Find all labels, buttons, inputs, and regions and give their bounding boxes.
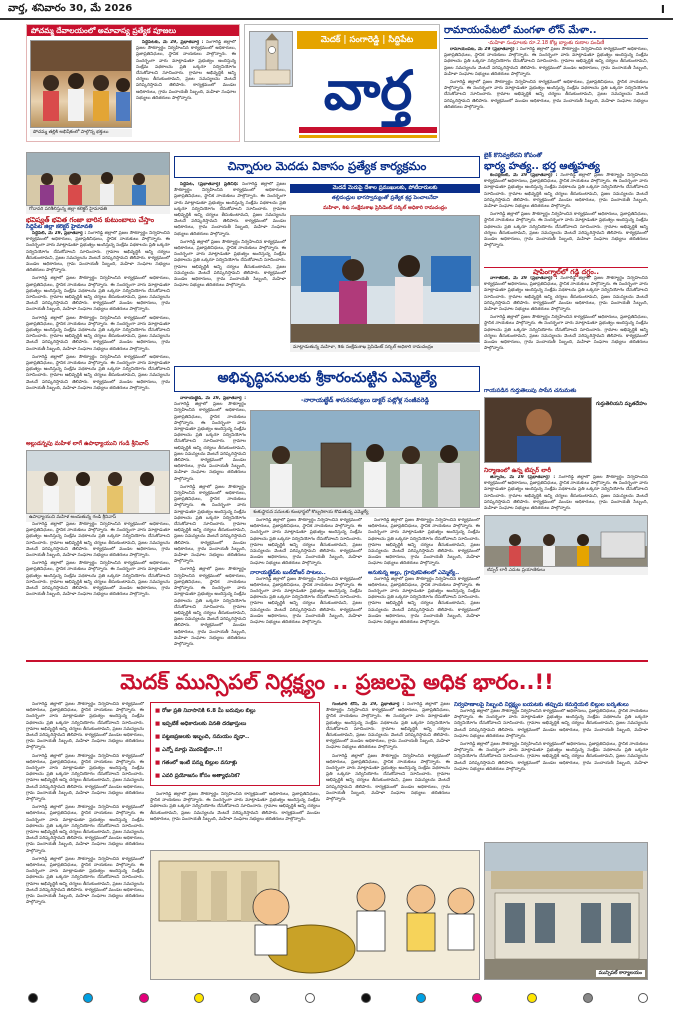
mahila-photo <box>26 450 170 514</box>
lead-bullet: ■ ఎన్నో మార్లు మొరపెట్టినా..!! <box>155 747 223 753</box>
wife-headline-2: షాపింగ్మాల్‌లో గడ్డి దగ్ధం.. <box>484 267 648 276</box>
ramayampet-subheadline: -మహిళా సంఘాలకు రూ.2.18 కోట్ల బ్యాంకు రుణాల పంపిణీ <box>487 40 605 46</box>
collector-illustration <box>27 153 170 206</box>
page-header <box>0 0 673 20</box>
children-headline: చిన్నారుల మెదడు వికాసం ప్రత్యేక కార్యక్రమం <box>174 156 480 178</box>
registration-dot <box>583 993 593 1003</box>
ganja-body: సంగారెడ్డి జిల్లాలో ప్రజల సౌకర్యార్థం నిర్వహించిన కార్యక్రమంలో అధికారులు, ప్రజాప్రతినిధులు, స్థానిక నాయకులు పాల్గొన్నారు. ఈ సందర్భంగా వారు మాట్లాడుతూ ప్రభుత్వం అందిస్తున్న సంక్షేమ పథకాలను ప్రతి ఒక్కరూ సద్వినియోగం చేసుకోవాలని సూచించారు. గ్రామాల అభివృద్ధికి అన్ని చర్యలు తీసుకుంటామని, ప్రజల సమస్యలను వెంటనే పరిష్కరిస్తామని తెలిపారు. కార్యక్రమంలో మండల అధికారులు, గ్రామ పంచాయతీ సిబ్బంది, మహిళా సంఘాల సభ్యులు తదితరులు పాల్గొన్నారు. <box>26 231 170 274</box>
children-banner-3: మహిళా, శిశు సంక్షేమశాఖ ప్రెసిడెంట్ సర్కిల్ అధికారి రామచంద్రం <box>323 205 447 211</box>
ganja-dateline: సిద్దిపేట్, మే 29, ప్రభాతవార్త : <box>32 231 87 236</box>
ramayampet-body-2: సంగారెడ్డి జిల్లాలో ప్రజల సౌకర్యార్థం నిర్వహించిన కార్యక్రమంలో అధికారులు, ప్రజాప్రతినిధులు, స్థానిక నాయకులు పాల్గొన్నారు. ఈ సందర్భంగా వారు మాట్లాడుతూ ప్రభుత్వం అందిస్తున్న సంక్షేమ పథకాలను ప్రతి ఒక్కరూ సద్వినియోగం చేసుకోవాలని సూచించారు. గ్రామాల అభివృద్ధికి అన్ని చర్యలు తీసుకుంటామని, ప్రజల సమస్యలను వెంటనే పరిష్కరిస్తామని తెలిపారు. కార్యక్రమంలో మండల అధికారులు, గ్రామ పంచాయతీ సిబ్బంది, మహిళా సంఘాల సభ్యులు తదితరులు పాల్గొన్నారు. <box>444 80 648 110</box>
lead-bullet: ■ ఇప్పటికే అధికారులకు వినతి దరఖాస్తులు <box>155 721 247 727</box>
wife-dateline-2: నాగాజీపేట్, మే 29 (ప్రభాతవార్త) : <box>490 276 558 281</box>
wife-body: సంగారెడ్డి జిల్లాలో ప్రజల సౌకర్యార్థం నిర్వహించిన కార్యక్రమంలో అధికారులు, ప్రజాప్రతినిధులు, స్థానిక నాయకులు పాల్గొన్నారు. ఈ సందర్భంగా వారు మాట్లాడుతూ ప్రభుత్వం అందిస్తున్న సంక్షేమ పథకాలను ప్రతి ఒక్కరూ సద్వినియోగం చేసుకోవాలని సూచించారు. గ్రామాల అభివృద్ధికి అన్ని చర్యలు తీసుకుంటామని, ప్రజల సమస్యలను వెంటనే పరిష్కరిస్తామని తెలిపారు. కార్యక్రమంలో మండల అధికారులు, గ్రామ పంచాయతీ సిబ్బంది, మహిళా సంఘాల సభ్యులు తదితరులు పాల్గొన్నారు. <box>484 173 648 210</box>
lead-body-9: సంగారెడ్డి జిల్లాలో ప్రజల సౌకర్యార్థం నిర్వహించిన కార్యక్రమంలో అధికారులు, ప్రజాప్రతినిధులు, స్థానిక నాయకులు పాల్గొన్నారు. ఈ సందర్భంగా వారు మాట్లాడుతూ ప్రభుత్వం అందిస్తున్న సంక్షేమ పథకాలను ప్రతి ఒక్కరూ సద్వినియోగం చేసుకోవాలని సూచించారు. గ్రామాల అభివృద్ధికి అన్ని చర్యలు తీసుకుంటామని, ప్రజల సమస్యలను వెంటనే పరిష్కరిస్తామని తెలిపారు. కార్యక్రమంలో మండల అధికారులు, గ్రామ పంచాయతీ సిబ్బంది, మహిళా సంఘాల సభ్యులు తదితరులు పాల్గొన్నారు. <box>150 792 320 822</box>
mahila-body-2: సంగారెడ్డి జిల్లాలో ప్రజల సౌకర్యార్థం నిర్వహించిన కార్యక్రమంలో అధికారులు, ప్రజాప్రతినిధులు, స్థానిక నాయకులు పాల్గొన్నారు. ఈ సందర్భంగా వారు మాట్లాడుతూ ప్రభుత్వం అందిస్తున్న సంక్షేమ పథకాలను ప్రతి ఒక్కరూ సద్వినియోగం చేసుకోవాలని సూచించారు. గ్రామాల అభివృద్ధికి అన్ని చర్యలు తీసుకుంటామని, ప్రజల సమస్యలను వెంటనే పరిష్కరిస్తామని తెలిపారు. కార్యక్రమంలో మండల అధికారులు, గ్రామ పంచాయతీ సిబ్బంది, మహిళా సంఘాల సభ్యులు తదితరులు పాల్గొన్నారు. <box>26 561 170 598</box>
building-illustration <box>485 843 648 980</box>
ganja-subheadline: సిద్దిపేట జిల్లా కలెక్టర్ హైమావతి <box>26 224 93 230</box>
ramayampet-body: సంగారెడ్డి జిల్లాలో ప్రజల సౌకర్యార్థం నిర్వహించిన కార్యక్రమంలో అధికారులు, ప్రజాప్రతినిధులు, స్థానిక నాయకులు పాల్గొన్నారు. ఈ సందర్భంగా వారు మాట్లాడుతూ ప్రభుత్వం అందిస్తున్న సంక్షేమ పథకాలను ప్రతి ఒక్కరూ సద్వినియోగం చేసుకోవాలని సూచించారు. గ్రామాల అభివృద్ధికి అన్ని చర్యలు తీసుకుంటామని, ప్రజల సమస్యలను వెంటనే పరిష్కరిస్తామని తెలిపారు. కార్యక్రమంలో మండల అధికారులు, గ్రామ పంచాయతీ సిబ్బంది, మహిళా సంఘాల సభ్యులు తదితరులు పాల్గొన్నారు. <box>444 47 648 77</box>
mla-body-7: సంగారెడ్డి జిల్లాలో ప్రజల సౌకర్యార్థం నిర్వహించిన కార్యక్రమంలో అధికారులు, ప్రజాప్రతినిధులు, స్థానిక నాయకులు పాల్గొన్నారు. ఈ సందర్భంగా వారు మాట్లాడుతూ ప్రభుత్వం అందిస్తున్న సంక్షేమ పథకాలను ప్రతి ఒక్కరూ సద్వినియోగం చేసుకోవాలని సూచించారు. గ్రామాల అభివృద్ధికి అన్ని చర్యలు తీసుకుంటామని, ప్రజల సమస్యలను వెంటనే పరిష్కరిస్తామని తెలిపారు. కార్యక్రమంలో మండల అధికారులు, గ్రామ పంచాయతీ సిబ్బంది, మహిళా సంఘాల సభ్యులు తదితరులు పాల్గొన్నారు. <box>368 576 480 626</box>
temple-caption: పోచమ్మ తల్లికి అభిషేకంలో పాల్గొన్న భక్తులు <box>30 129 132 137</box>
lead-body-7: సంగారెడ్డి జిల్లాలో ప్రజల సౌకర్యార్థం నిర్వహించిన కార్యక్రమంలో అధికారులు, ప్రజాప్రతినిధులు, స్థానిక నాయకులు పాల్గొన్నారు. ఈ సందర్భంగా వారు మాట్లాడుతూ ప్రభుత్వం అందిస్తున్న సంక్షేమ పథకాలను ప్రతి ఒక్కరూ సద్వినియోగం చేసుకోవాలని సూచించారు. గ్రామాల అభివృద్ధికి అన్ని చర్యలు తీసుకుంటామని, ప్రజల సమస్యలను వెంటనే పరిష్కరిస్తామని తెలిపారు. కార్యక్రమంలో మండల అధికారులు, గ్రామ పంచాయతీ సిబ్బంది, మహిళా సంఘాల సభ్యులు తదితరులు పాల్గొన్నారు. <box>454 709 648 739</box>
registration-dot <box>305 993 315 1003</box>
crowd-illustration <box>31 41 132 128</box>
mla-caption: శంకుస్థాపన పనులకు కుంభాస్థలో కొబ్బరికాయ కొడుతున్న ఎమ్మెల్యే <box>250 509 480 517</box>
ganja-body-2: సంగారెడ్డి జిల్లాలో ప్రజల సౌకర్యార్థం నిర్వహించిన కార్యక్రమంలో అధికారులు, ప్రజాప్రతినిధులు, స్థానిక నాయకులు పాల్గొన్నారు. ఈ సందర్భంగా వారు మాట్లాడుతూ ప్రభుత్వం అందిస్తున్న సంక్షేమ పథకాలను ప్రతి ఒక్కరూ సద్వినియోగం చేసుకోవాలని సూచించారు. గ్రామాల అభివృద్ధికి అన్ని చర్యలు తీసుకుంటామని, ప్రజల సమస్యలను వెంటనే పరిష్కరిస్తామని తెలిపారు. కార్యక్రమంలో మండల అధికారులు, గ్రామ పంచాయతీ సిబ్బంది, మహిళా సంఘాల సభ్యులు తదితరులు పాల్గొన్నారు. <box>26 276 170 313</box>
region-band: మెదక్ | సంగారెడ్డి | సిద్దిపేట <box>297 31 437 49</box>
mla-body-4: సంగారెడ్డి జిల్లాలో ప్రజల సౌకర్యార్థం నిర్వహించిన కార్యక్రమంలో అధికారులు, ప్రజాప్రతినిధులు, స్థానిక నాయకులు పాల్గొన్నారు. ఈ సందర్భంగా వారు మాట్లాడుతూ ప్రభుత్వం అందిస్తున్న సంక్షేమ పథకాలను ప్రతి ఒక్కరూ సద్వినియోగం చేసుకోవాలని సూచించారు. గ్రామాల అభివృద్ధికి అన్ని చర్యలు తీసుకుంటామని, ప్రజల సమస్యలను వెంటనే పరిష్కరిస్తామని తెలిపారు. కార్యక్రమంలో మండల అధికారులు, గ్రామ పంచాయతీ సిబ్బంది, మహిళా సంఘాల సభ్యులు తదితరులు పాల్గొన్నారు. <box>250 518 362 567</box>
registration-dot <box>361 993 371 1003</box>
mla-headline: అభివృద్ధిపనులకు శ్రీకారంచుట్టిన ఎమ్మెల్యే <box>174 366 480 392</box>
registration-dot <box>194 993 204 1003</box>
children-caption: మాట్లాడుతున్న మహిళా, శిశు సంక్షేమశాఖ ప్రెసిడెంట్ సర్కిల్ అధికారి రామచంద్రం <box>290 344 480 352</box>
lead-dateline: గుంటూర్ టౌన్, మే 29, ప్రభాతవార్త : <box>332 702 405 707</box>
story-temple <box>26 24 240 142</box>
lead-body-8: సంగారెడ్డి జిల్లాలో ప్రజల సౌకర్యార్థం నిర్వహించిన కార్యక్రమంలో అధికారులు, ప్రజాప్రతినిధులు, స్థానిక నాయకులు పాల్గొన్నారు. ఈ సందర్భంగా వారు మాట్లాడుతూ ప్రభుత్వం అందిస్తున్న సంక్షేమ పథకాలను ప్రతి ఒక్కరూ సద్వినియోగం చేసుకోవాలని సూచించారు. గ్రామాల అభివృద్ధికి అన్ని చర్యలు తీసుకుంటామని, ప్రజల సమస్యలను వెంటనే పరిష్కరిస్తామని తెలిపారు. కార్యక్రమంలో మండల అధికారులు, గ్రామ పంచాయతీ సిబ్బంది, మహిళా సంఘాల సభ్యులు తదితరులు పాల్గొన్నారు. <box>454 742 648 772</box>
temple-photo <box>30 40 132 128</box>
children-body-2: సంగారెడ్డి జిల్లాలో ప్రజల సౌకర్యార్థం నిర్వహించిన కార్యక్రమంలో అధికారులు, ప్రజాప్రతినిధులు, స్థానిక నాయకులు పాల్గొన్నారు. ఈ సందర్భంగా వారు మాట్లాడుతూ ప్రభుత్వం అందిస్తున్న సంక్షేమ పథకాలను ప్రతి ఒక్కరూ సద్వినియోగం చేసుకోవాలని సూచించారు. గ్రామాల అభివృద్ధికి అన్ని చర్యలు తీసుకుంటామని, ప్రజల సమస్యలను వెంటనే పరిష్కరిస్తామని తెలిపారు. కార్యక్రమంలో మండల అధికారులు, గ్రామ పంచాయతీ సిబ్బంది, మహిళా సంఘాల సభ్యులు తదితరులు పాల్గొన్నారు. <box>174 239 286 289</box>
lead-bullets <box>150 702 320 786</box>
ganja-headline: భవిష్యత్ భవిత గంజా బారిన కుటుంబాలు చేస్తాం <box>26 216 155 224</box>
story-ganja <box>26 152 170 652</box>
children-dateline: సిద్దిపేట, (ప్రభాతవార్త) ప్రతినిధి: <box>180 182 239 187</box>
registration-dot <box>527 993 537 1003</box>
lorry-dateline: జిన్నారం, మే 29 (ప్రభాతవార్త) : <box>490 475 556 480</box>
wife-body-2: సంగారెడ్డి జిల్లాలో ప్రజల సౌకర్యార్థం నిర్వహించిన కార్యక్రమంలో అధికారులు, ప్రజాప్రతినిధులు, స్థానిక నాయకులు పాల్గొన్నారు. ఈ సందర్భంగా వారు మాట్లాడుతూ ప్రభుత్వం అందిస్తున్న సంక్షేమ పథకాలను ప్రతి ఒక్కరూ సద్వినియోగం చేసుకోవాలని సూచించారు. గ్రామాల అభివృద్ధికి అన్ని చర్యలు తీసుకుంటామని, ప్రజల సమస్యలను వెంటనే పరిష్కరిస్తామని తెలిపారు. కార్యక్రమంలో మండల అధికారులు, గ్రామ పంచాయతీ సిబ్బంది, మహిళా సంఘాల సభ్యులు తదితరులు పాల్గొన్నారు. <box>484 212 648 249</box>
mla-body-3: సంగారెడ్డి జిల్లాలో ప్రజల సౌకర్యార్థం నిర్వహించిన కార్యక్రమంలో అధికారులు, ప్రజాప్రతినిధులు, స్థానిక నాయకులు పాల్గొన్నారు. ఈ సందర్భంగా వారు మాట్లాడుతూ ప్రభుత్వం అందిస్తున్న సంక్షేమ పథకాలను ప్రతి ఒక్కరూ సద్వినియోగం చేసుకోవాలని సూచించారు. గ్రామాల అభివృద్ధికి అన్ని చర్యలు తీసుకుంటామని, ప్రజల సమస్యలను వెంటనే పరిష్కరిస్తామని తెలిపారు. కార్యక్రమంలో మండల అధికారులు, గ్రామ పంచాయతీ సిబ్బంది, మహిళా సంఘాల సభ్యులు తదితరులు పాల్గొన్నారు. <box>174 567 246 647</box>
lead-bullet: ■ ఎవరి ప్రయోజనం కోసం అత్యాధునిక? <box>155 773 241 779</box>
masthead <box>244 24 440 142</box>
cartoon-illustration <box>151 851 480 980</box>
children-body: సంగారెడ్డి జిల్లాలో ప్రజల సౌకర్యార్థం నిర్వహించిన కార్యక్రమంలో అధికారులు, ప్రజాప్రతినిధులు, స్థానిక నాయకులు పాల్గొన్నారు. ఈ సందర్భంగా వారు మాట్లాడుతూ ప్రభుత్వం అందిస్తున్న సంక్షేమ పథకాలను ప్రతి ఒక్కరూ సద్వినియోగం చేసుకోవాలని సూచించారు. గ్రామాల అభివృద్ధికి అన్ని చర్యలు తీసుకుంటామని, ప్రజల సమస్యలను వెంటనే పరిష్కరిస్తామని తెలిపారు. కార్యక్రమంలో మండల అధికారులు, గ్రామ పంచాయతీ సిబ్బంది, మహిళా సంఘాల సభ్యులు తదితరులు పాల్గొన్నారు. <box>174 182 286 237</box>
municipal-office-photo <box>484 842 648 980</box>
registration-dot <box>250 993 260 1003</box>
mla-body: సంగారెడ్డి జిల్లాలో ప్రజల సౌకర్యార్థం నిర్వహించిన కార్యక్రమంలో అధికారులు, ప్రజాప్రతినిధులు, స్థానిక నాయకులు పాల్గొన్నారు. ఈ సందర్భంగా వారు మాట్లాడుతూ ప్రభుత్వం అందిస్తున్న సంక్షేమ పథకాలను ప్రతి ఒక్కరూ సద్వినియోగం చేసుకోవాలని సూచించారు. గ్రామాల అభివృద్ధికి అన్ని చర్యలు తీసుకుంటామని, ప్రజల సమస్యలను వెంటనే పరిష్కరిస్తామని తెలిపారు. కార్యక్రమంలో మండల అధికారులు, గ్రామ పంచాయతీ సిబ్బంది, మహిళా సంఘాల సభ్యులు తదితరులు పాల్గొన్నారు. <box>174 402 246 482</box>
registration-dot <box>28 993 38 1003</box>
mahila-caption: ఉపాధ్యాయుని మహిళ అందుతున్న గండి శ్రీనివాస్ <box>26 514 170 522</box>
mahila-illustration <box>27 451 170 514</box>
ramayampet-headline: రామాయంపేటలో మంగళా లోన్ మేళా.. <box>444 24 648 39</box>
person-illustration <box>485 398 592 463</box>
wife-dateline: కంచర్లకంట్, మే 29 (ప్రభాతవార్త) : <box>490 173 558 178</box>
registration-dot <box>83 993 93 1003</box>
clocktower-photo <box>249 31 293 87</box>
children-banner-1: మెదడే మెరుపై దేశాల ప్రముఖులకు, పోటీదారులకు <box>290 184 480 193</box>
temple-headline: పోచమ్మ దేవాలయంలో అమావాస్య ప్రత్యేక పూజలు <box>27 25 239 36</box>
registration-dot <box>638 993 648 1003</box>
story-ramayampet <box>444 24 648 142</box>
lead-body-4: సంగారెడ్డి జిల్లాలో ప్రజల సౌకర్యార్థం నిర్వహించిన కార్యక్రమంలో అధికారులు, ప్రజాప్రతినిధులు, స్థానిక నాయకులు పాల్గొన్నారు. ఈ సందర్భంగా వారు మాట్లాడుతూ ప్రభుత్వం అందిస్తున్న సంక్షేమ పథకాలను ప్రతి ఒక్కరూ సద్వినియోగం చేసుకోవాలని సూచించారు. గ్రామాల అభివృద్ధికి అన్ని చర్యలు తీసుకుంటామని, ప్రజల సమస్యలను వెంటనే పరిష్కరిస్తామని తెలిపారు. కార్యక్రమంలో మండల అధికారులు, గ్రామ పంచాయతీ సిబ్బంది, మహిళా సంఘాల సభ్యులు తదితరులు పాల్గొన్నారు. <box>26 856 144 906</box>
registration-dot <box>472 993 482 1003</box>
mla-body-2: సంగారెడ్డి జిల్లాలో ప్రజల సౌకర్యార్థం నిర్వహించిన కార్యక్రమంలో అధికారులు, ప్రజాప్రతినిధులు, స్థానిక నాయకులు పాల్గొన్నారు. ఈ సందర్భంగా వారు మాట్లాడుతూ ప్రభుత్వం అందిస్తున్న సంక్షేమ పథకాలను ప్రతి ఒక్కరూ సద్వినియోగం చేసుకోవాలని సూచించారు. గ్రామాల అభివృద్ధికి అన్ని చర్యలు తీసుకుంటామని, ప్రజల సమస్యలను వెంటనే పరిష్కరిస్తామని తెలిపారు. కార్యక్రమంలో మండల అధికారులు, గ్రామ పంచాయతీ సిబ్బంది, మహిళా సంఘాల సభ్యులు తదితరులు పాల్గొన్నారు. <box>174 484 246 565</box>
story-mla <box>174 396 480 652</box>
lead-bullet: ■ గతంలో ఇంటి పన్ను బిల్లుల వసూళ్లు <box>155 760 238 766</box>
temple-body: సంగారెడ్డి జిల్లాలో ప్రజల సౌకర్యార్థం నిర్వహించిన కార్యక్రమంలో అధికారులు, ప్రజాప్రతినిధులు, స్థానిక నాయకులు పాల్గొన్నారు. ఈ సందర్భంగా వారు మాట్లాడుతూ ప్రభుత్వం అందిస్తున్న సంక్షేమ పథకాలను ప్రతి ఒక్కరూ సద్వినియోగం చేసుకోవాలని సూచించారు. గ్రామాల అభివృద్ధికి అన్ని చర్యలు తీసుకుంటామని, ప్రజల సమస్యలను వెంటనే పరిష్కరిస్తామని తెలిపారు. కార్యక్రమంలో మండల అధికారులు, గ్రామ పంచాయతీ సిబ్బంది, మహిళా సంఘాల సభ్యులు తదితరులు పాల్గొన్నారు. <box>136 40 236 101</box>
wife-kicker: బైక్ కొనివ్వలేదని కోపంతో <box>484 152 542 159</box>
paper-date: వార్త, శనివారం 30, మే 2026 <box>8 3 133 14</box>
ganja-caption: గోదావరి పరిశీలిస్తున్న జిల్లా కలెక్టర్ హైమావతి <box>26 206 170 214</box>
deceased-photo <box>484 397 592 463</box>
lorry-body: సంగారెడ్డి జిల్లాలో ప్రజల సౌకర్యార్థం నిర్వహించిన కార్యక్రమంలో అధికారులు, ప్రజాప్రతినిధులు, స్థానిక నాయకులు పాల్గొన్నారు. ఈ సందర్భంగా వారు మాట్లాడుతూ ప్రభుత్వం అందిస్తున్న సంక్షేమ పథకాలను ప్రతి ఒక్కరూ సద్వినియోగం చేసుకోవాలని సూచించారు. గ్రామాల అభివృద్ధికి అన్ని చర్యలు తీసుకుంటామని, ప్రజల సమస్యలను వెంటనే పరిష్కరిస్తామని తెలిపారు. కార్యక్రమంలో మండల అధికారులు, గ్రామ పంచాయతీ సిబ్బంది, మహిళా సంఘాల సభ్యులు తదితరులు పాల్గొన్నారు. <box>484 475 648 512</box>
collector-photo <box>26 152 170 206</box>
registration-dot <box>416 993 426 1003</box>
story-wife <box>484 152 648 652</box>
deceased-caption: గుర్తుతెలియని మృతదేహం <box>596 401 647 407</box>
wife-headline: భార్య హత్య.. భర్త ఆత్మహత్య <box>484 161 600 172</box>
mla-body-5: సంగారెడ్డి జిల్లాలో ప్రజల సౌకర్యార్థం నిర్వహించిన కార్యక్రమంలో అధికారులు, ప్రజాప్రతినిధులు, స్థానిక నాయకులు పాల్గొన్నారు. ఈ సందర్భంగా వారు మాట్లాడుతూ ప్రభుత్వం అందిస్తున్న సంక్షేమ పథకాలను ప్రతి ఒక్కరూ సద్వినియోగం చేసుకోవాలని సూచించారు. గ్రామాల అభివృద్ధికి అన్ని చర్యలు తీసుకుంటామని, ప్రజల సమస్యలను వెంటనే పరిష్కరిస్తామని తెలిపారు. కార్యక్రమంలో మండల అధికారులు, గ్రామ పంచాయతీ సిబ్బంది, మహిళా సంఘాల సభ్యులు తదితరులు పాల్గొన్నారు. <box>250 576 362 626</box>
lead-body-5: సంగారెడ్డి జిల్లాలో ప్రజల సౌకర్యార్థం నిర్వహించిన కార్యక్రమంలో అధికారులు, ప్రజాప్రతినిధులు, స్థానిక నాయకులు పాల్గొన్నారు. ఈ సందర్భంగా వారు మాట్లాడుతూ ప్రభుత్వం అందిస్తున్న సంక్షేమ పథకాలను ప్రతి ఒక్కరూ సద్వినియోగం చేసుకోవాలని సూచించారు. గ్రామాల అభివృద్ధికి అన్ని చర్యలు తీసుకుంటామని, ప్రజల సమస్యలను వెంటనే పరిష్కరిస్తామని తెలిపారు. కార్యక్రమంలో మండల అధికారులు, గ్రామ పంచాయతీ సిబ్బంది, మహిళా సంఘాల సభ్యులు తదితరులు పాల్గొన్నారు. <box>326 702 450 751</box>
foundation-stone-illustration <box>251 411 480 508</box>
ganja-body-3: సంగారెడ్డి జిల్లాలో ప్రజల సౌకర్యార్థం నిర్వహించిన కార్యక్రమంలో అధికారులు, ప్రజాప్రతినిధులు, స్థానిక నాయకులు పాల్గొన్నారు. ఈ సందర్భంగా వారు మాట్లాడుతూ ప్రభుత్వం అందిస్తున్న సంక్షేమ పథకాలను ప్రతి ఒక్కరూ సద్వినియోగం చేసుకోవాలని సూచించారు. గ్రామాల అభివృద్ధికి అన్ని చర్యలు తీసుకుంటామని, ప్రజల సమస్యలను వెంటనే పరిష్కరిస్తామని తెలిపారు. కార్యక్రమంలో మండల అధికారులు, గ్రామ పంచాయతీ సిబ్బంది, మహిళా సంఘాల సభ్యులు తదితరులు పాల్గొన్నారు. <box>26 315 170 352</box>
children-banner-2: తల్లిదండ్రుల భాగస్వామ్యంతో ప్రత్యేక శ్రద్ధ పెంచాలనేదా <box>331 195 439 201</box>
lead-headline: మెదక్ మున్సిపల్ నిర్లక్ష్యం .. ప్రజలపై అధిక భారం..!! <box>120 670 554 694</box>
ganja-body-4: సంగారెడ్డి జిల్లాలో ప్రజల సౌకర్యార్థం నిర్వహించిన కార్యక్రమంలో అధికారులు, ప్రజాప్రతినిధులు, స్థానిక నాయకులు పాల్గొన్నారు. ఈ సందర్భంగా వారు మాట్లాడుతూ ప్రభుత్వం అందిస్తున్న సంక్షేమ పథకాలను ప్రతి ఒక్కరూ సద్వినియోగం చేసుకోవాలని సూచించారు. గ్రామాల అభివృద్ధికి అన్ని చర్యలు తీసుకుంటామని, ప్రజల సమస్యలను వెంటనే పరిష్కరిస్తామని తెలిపారు. కార్యక్రమంలో మండల అధికారులు, గ్రామ పంచాయతీ సిబ్బంది, మహిళా సంఘాల సభ్యులు తదితరులు పాల్గొన్నారు. <box>26 354 170 391</box>
cartoon-image <box>150 850 480 980</box>
lorry-photo <box>484 515 648 567</box>
mla-dateline: నారాయణ్ఖేడ్, మే 29, ప్రభాతవార్త : <box>180 396 246 401</box>
mla-subheadline: -నారాయణ్ఖేడ్ శాసనసభ్యులు డాక్టర్ పట్లోళ్ల సంజీవరెడ్డి <box>301 397 429 404</box>
temple-dateline: సిద్దిపేటకు, మే 29, ప్రభాతవార్త : <box>142 40 204 45</box>
lead-body-3: సంగారెడ్డి జిల్లాలో ప్రజల సౌకర్యార్థం నిర్వహించిన కార్యక్రమంలో అధికారులు, ప్రజాప్రతినిధులు, స్థానిక నాయకులు పాల్గొన్నారు. ఈ సందర్భంగా వారు మాట్లాడుతూ ప్రభుత్వం అందిస్తున్న సంక్షేమ పథకాలను ప్రతి ఒక్కరూ సద్వినియోగం చేసుకోవాలని సూచించారు. గ్రామాల అభివృద్ధికి అన్ని చర్యలు తీసుకుంటామని, ప్రజల సమస్యలను వెంటనే పరిష్కరిస్తామని తెలిపారు. కార్యక్రమంలో మండల అధికారులు, గ్రామ పంచాయతీ సిబ్బంది, మహిళా సంఘాల సభ్యులు తదితరులు పాల్గొన్నారు. <box>26 805 144 854</box>
masthead-logo: వార్త <box>323 58 413 122</box>
meeting-illustration <box>291 216 480 343</box>
mahila-headline: అల్లుడన్నపు మహిళ లాగే ఉపాధ్యాయుని గండి శ్రీనివాస్ <box>26 441 149 447</box>
lead-body-2: సంగారెడ్డి జిల్లాలో ప్రజల సౌకర్యార్థం నిర్వహించిన కార్యక్రమంలో అధికారులు, ప్రజాప్రతినిధులు, స్థానిక నాయకులు పాల్గొన్నారు. ఈ సందర్భంగా వారు మాట్లాడుతూ ప్రభుత్వం అందిస్తున్న సంక్షేమ పథకాలను ప్రతి ఒక్కరూ సద్వినియోగం చేసుకోవాలని సూచించారు. గ్రామాల అభివృద్ధికి అన్ని చర్యలు తీసుకుంటామని, ప్రజల సమస్యలను వెంటనే పరిష్కరిస్తామని తెలిపారు. కార్యక్రమంలో మండల అధికారులు, గ్రామ పంచాయతీ సిబ్బంది, మహిళా సంఘాల సభ్యులు తదితరులు పాల్గొన్నారు. <box>26 753 144 803</box>
mla-body-6: సంగారెడ్డి జిల్లాలో ప్రజల సౌకర్యార్థం నిర్వహించిన కార్యక్రమంలో అధికారులు, ప్రజాప్రతినిధులు, స్థానిక నాయకులు పాల్గొన్నారు. ఈ సందర్భంగా వారు మాట్లాడుతూ ప్రభుత్వం అందిస్తున్న సంక్షేమ పథకాలను ప్రతి ఒక్కరూ సద్వినియోగం చేసుకోవాలని సూచించారు. గ్రామాల అభివృద్ధికి అన్ని చర్యలు తీసుకుంటామని, ప్రజల సమస్యలను వెంటనే పరిష్కరిస్తామని తెలిపారు. కార్యక్రమంలో మండల అధికారులు, గ్రామ పంచాయతీ సిబ్బంది, మహిళా సంఘాల సభ్యులు తదితరులు పాల్గొన్నారు. <box>368 518 480 567</box>
lead-mid-headline: నిర్వహణాలపై సిబ్బంది నిర్లక్ష్యం బయటకు తప్పుడు కమర్షియల్ బిల్లుల బర్కతులు <box>454 702 629 708</box>
lead-story <box>26 702 648 986</box>
story-children <box>174 182 480 358</box>
ramayampet-dateline: రామాయంపేట, మే 29 (ప్రభాతవార్త) : <box>450 47 519 52</box>
children-photo <box>290 215 480 343</box>
mla-section-2: అనుకున్న అల్లు, గ్రూపుకవితలలో ఎమ్మెల్యే.. <box>368 569 460 576</box>
lorry-illustration <box>485 516 648 567</box>
lorry-headline: నిర్మాణంలో ఉన్న టిప్పర్ లారీ <box>484 467 552 474</box>
lead-body-6: సంగారెడ్డి జిల్లాలో ప్రజల సౌకర్యార్థం నిర్వహించిన కార్యక్రమంలో అధికారులు, ప్రజాప్రతినిధులు, స్థానిక నాయకులు పాల్గొన్నారు. ఈ సందర్భంగా వారు మాట్లాడుతూ ప్రభుత్వం అందిస్తున్న సంక్షేమ పథకాలను ప్రతి ఒక్కరూ సద్వినియోగం చేసుకోవాలని సూచించారు. గ్రామాల అభివృద్ధికి అన్ని చర్యలు తీసుకుంటామని, ప్రజల సమస్యలను వెంటనే పరిష్కరిస్తామని తెలిపారు. కార్యక్రమంలో మండల అధికారులు, గ్రామ పంచాయతీ సిబ్బంది, మహిళా సంఘాల సభ్యులు తదితరులు పాల్గొన్నారు. <box>326 753 450 803</box>
registration-dot <box>139 993 149 1003</box>
mla-section: నారాయణ్ఖేడ్‌కు బుల్‌డోజర్ పాటలు.. <box>250 569 326 576</box>
mahila-body: సంగారెడ్డి జిల్లాలో ప్రజల సౌకర్యార్థం నిర్వహించిన కార్యక్రమంలో అధికారులు, ప్రజాప్రతినిధులు, స్థానిక నాయకులు పాల్గొన్నారు. ఈ సందర్భంగా వారు మాట్లాడుతూ ప్రభుత్వం అందిస్తున్న సంక్షేమ పథకాలను ప్రతి ఒక్కరూ సద్వినియోగం చేసుకోవాలని సూచించారు. గ్రామాల అభివృద్ధికి అన్ని చర్యలు తీసుకుంటామని, ప్రజల సమస్యలను వెంటనే పరిష్కరిస్తామని తెలిపారు. కార్యక్రమంలో మండల అధికారులు, గ్రామ పంచాయతీ సిబ్బంది, మహిళా సంఘాల సభ్యులు తదితరులు పాల్గొన్నారు. <box>26 522 170 559</box>
clocktower-illustration <box>250 32 293 87</box>
municipal-caption: మున్సిపల్ కార్యాలయం <box>596 970 645 977</box>
registration-marks <box>28 990 648 1006</box>
lead-body: సంగారెడ్డి జిల్లాలో ప్రజల సౌకర్యార్థం నిర్వహించిన కార్యక్రమంలో అధికారులు, ప్రజాప్రతినిధులు, స్థానిక నాయకులు పాల్గొన్నారు. ఈ సందర్భంగా వారు మాట్లాడుతూ ప్రభుత్వం అందిస్తున్న సంక్షేమ పథకాలను ప్రతి ఒక్కరూ సద్వినియోగం చేసుకోవాలని సూచించారు. గ్రామాల అభివృద్ధికి అన్ని చర్యలు తీసుకుంటామని, ప్రజల సమస్యలను వెంటనే పరిష్కరిస్తామని తెలిపారు. కార్యక్రమంలో మండల అధికారులు, గ్రామ పంచాయతీ సిబ్బంది, మహిళా సంఘాల సభ్యులు తదితరులు పాల్గొన్నారు. <box>26 702 144 751</box>
wife-headline-3: గాయపడిన గుర్తుతెలుపు సాపేన చనుమతు <box>484 388 577 394</box>
lorry-caption: టిప్పర్ లారీ ఎదుట ప్రయాణికులు <box>484 567 648 575</box>
mla-photo <box>250 410 480 508</box>
wife-body-3: సంగారెడ్డి జిల్లాలో ప్రజల సౌకర్యార్థం నిర్వహించిన కార్యక్రమంలో అధికారులు, ప్రజాప్రతినిధులు, స్థానిక నాయకులు పాల్గొన్నారు. ఈ సందర్భంగా వారు మాట్లాడుతూ ప్రభుత్వం అందిస్తున్న సంక్షేమ పథకాలను ప్రతి ఒక్కరూ సద్వినియోగం చేసుకోవాలని సూచించారు. గ్రామాల అభివృద్ధికి అన్ని చర్యలు తీసుకుంటామని, ప్రజల సమస్యలను వెంటనే పరిష్కరిస్తామని తెలిపారు. కార్యక్రమంలో మండల అధికారులు, గ్రామ పంచాయతీ సిబ్బంది, మహిళా సంఘాల సభ్యులు తదితరులు పాల్గొన్నారు. <box>484 276 648 313</box>
lead-bullet: ■ పట్టణప్రజలకు ఇబ్బంది, సమయం వృధా.. <box>155 734 250 740</box>
page-number: I <box>660 2 665 16</box>
wife-body-4: సంగారెడ్డి జిల్లాలో ప్రజల సౌకర్యార్థం నిర్వహించిన కార్యక్రమంలో అధికారులు, ప్రజాప్రతినిధులు, స్థానిక నాయకులు పాల్గొన్నారు. ఈ సందర్భంగా వారు మాట్లాడుతూ ప్రభుత్వం అందిస్తున్న సంక్షేమ పథకాలను ప్రతి ఒక్కరూ సద్వినియోగం చేసుకోవాలని సూచించారు. గ్రామాల అభివృద్ధికి అన్ని చర్యలు తీసుకుంటామని, ప్రజల సమస్యలను వెంటనే పరిష్కరిస్తామని తెలిపారు. కార్యక్రమంలో మండల అధికారులు, గ్రామ పంచాయతీ సిబ్బంది, మహిళా సంఘాల సభ్యులు తదితరులు పాల్గొన్నారు. <box>484 315 648 352</box>
lead-bullet: ■ రోజు ప్రతి నివాసానికి 6.8 మీ బరువుల బిల్లు <box>155 708 256 714</box>
